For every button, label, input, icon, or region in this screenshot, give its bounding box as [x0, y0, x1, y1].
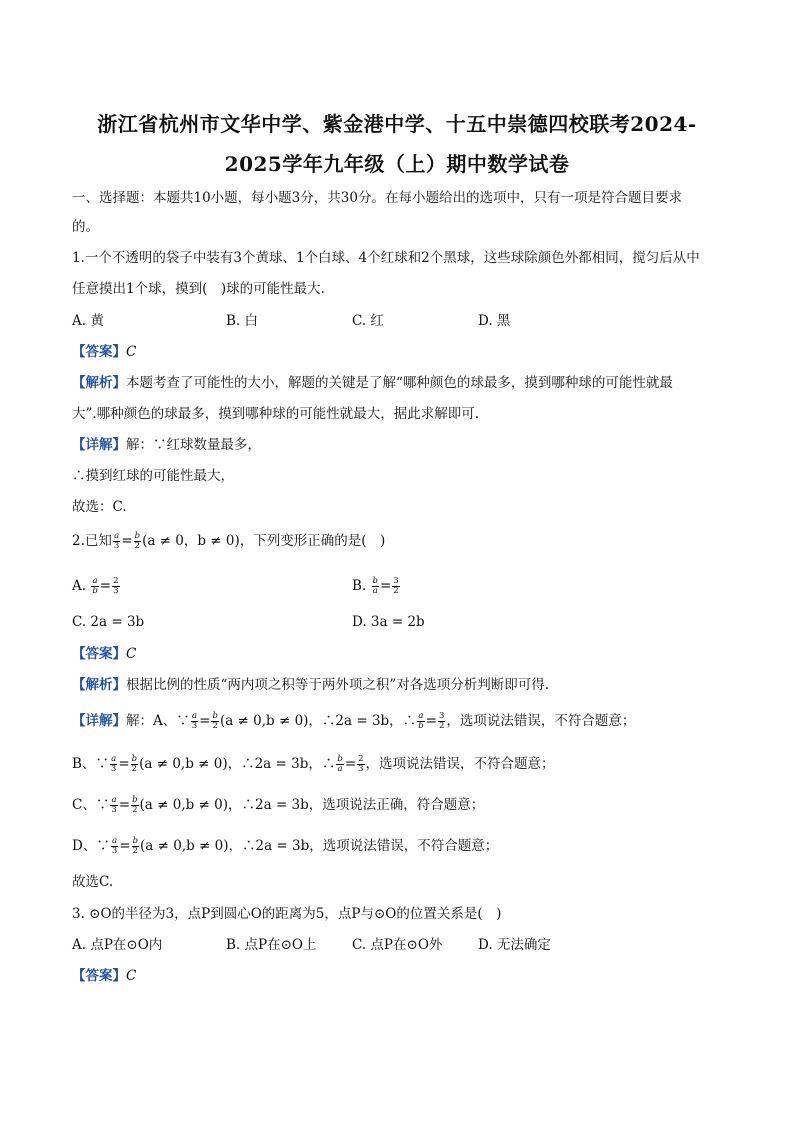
q2-stem-prefix: 2.已知	[72, 533, 112, 549]
detail-tag: 【详解】	[72, 437, 126, 453]
section-heading-line2: 的。	[72, 219, 99, 235]
q2-stem: 2.已知 $\frac{a}{3}$ = $\frac{b}{2}$ (a ≠ 0，b ≠ 0)，下列变形正确的是( )	[72, 531, 386, 551]
q1-detail-line2: ∴摸到红球的可能性最大，	[72, 468, 234, 484]
q2-option-a: A. $\frac{a}{b}$ = $\frac{2}{3}$	[72, 576, 119, 596]
q1-answer-line	[72, 343, 136, 361]
q3-answer-line: 【答案】C	[72, 968, 137, 984]
q2-conclusion: 故选C.	[72, 874, 114, 890]
document-title-line2: 2025学年九年级（上）期中数学试卷	[224, 152, 570, 176]
q2-option-c: C. 2a = 3b	[72, 614, 145, 630]
answer-tag: 【答案】	[72, 344, 126, 360]
q1-option-d: D. 黑	[478, 313, 511, 329]
q2-answer: C	[126, 646, 137, 662]
q2-answer-line: 【答案】C	[72, 646, 137, 662]
document-title-line1: 浙江省杭州市文华中学、紫金港中学、十五中崇德四校联考2024-	[97, 112, 697, 136]
q2-stem-condition: (a ≠ 0，b ≠ 0)，下列变形正确的是( )	[142, 533, 386, 549]
q3-option-c: C. 点P在⊙O外	[352, 937, 443, 953]
q1-answer: C	[126, 344, 137, 360]
fraction-b-over-2: $\frac{b}{2}$	[134, 531, 141, 551]
section-heading-line1: 一、选择题：本题共10小题，每小题3分，共30分。在每小题给出的选项中，只有一项是符合题目要求	[72, 190, 682, 206]
q1-option-a: A. 黄	[72, 313, 104, 329]
fraction-a-over-3: $\frac{a}{3}$	[113, 531, 120, 551]
q1-detail-text1: 解：∵红球数量最多，	[126, 437, 261, 453]
q2-detail-c: C、∵ $\frac{a}{3}$ = $\frac{b}{2}$ (a ≠ 0,b ≠ 0)，∴2a = 3b，选项说法正确，符合题意；	[72, 795, 485, 815]
q3-option-b: B. 点P在⊙O上	[226, 937, 317, 953]
q1-stem-line2: 任意摸出1个球，摸到( )球的可能性最大.	[72, 281, 325, 297]
q3-answer: C	[126, 968, 137, 984]
q1-detail-line1	[72, 436, 261, 454]
analysis-tag: 【解析】	[72, 375, 126, 391]
q1-analysis-text1: 本题考查了可能性的大小，解题的关键是了解“哪种颜色的球最多，摸到哪种球的可能性就最	[126, 375, 673, 391]
q1-detail-line3: 故选：C.	[72, 499, 127, 515]
q2-detail-b: B、∵ $\frac{a}{3}$ = $\frac{b}{2}$ (a ≠ 0,b ≠ 0)，∴2a = 3b，∴ $\frac{b}{a}$ = $\frac{2}{3}$ ，选项说法错误，不符合题意；	[72, 754, 555, 774]
q1-analysis-line2: 大”.哪种颜色的球最多，摸到哪种球的可能性就最大，据此求解即可.	[72, 406, 479, 422]
q1-analysis-line1	[72, 374, 673, 392]
q2-option-b: B. $\frac{b}{a}$ = $\frac{3}{2}$	[352, 576, 399, 596]
q3-option-d: D. 无法确定	[478, 937, 551, 953]
q1-stem-line1: 1.一个不透明的袋子中装有3个黄球、1个白球、4个红球和2个黑球，这些球除颜色外都相同，搅匀后从中	[72, 250, 700, 266]
q2-analysis-line: 【解析】根据比例的性质“两内项之积等于两外项之积”对各选项分析判断即可得.	[72, 677, 550, 693]
q2-option-d: D. 3a = 2b	[352, 614, 425, 630]
q3-option-a: A. 点P在⊙O内	[72, 937, 163, 953]
q1-option-c: C. 红	[352, 313, 384, 329]
q2-detail-a: 【详解】解：A、∵ $\frac{a}{3}$ = $\frac{b}{2}$ (a ≠ 0,b ≠ 0)，∴2a = 3b，∴ $\frac{a}{b}$ = $\frac{3}{2}$ ，选项说法错误，不符合题意；	[72, 711, 636, 731]
q2-detail-d: D、∵ $\frac{a}{3}$ = $\frac{b}{2}$ (a ≠ 0,b ≠ 0)，∴2a = 3b，选项说法错误，不符合题意；	[72, 836, 499, 856]
q3-stem: 3. ⊙O的半径为3，点P到圆心O的距离为5，点P与⊙O的位置关系是( )	[72, 906, 502, 922]
q1-option-b: B. 白	[226, 313, 259, 329]
